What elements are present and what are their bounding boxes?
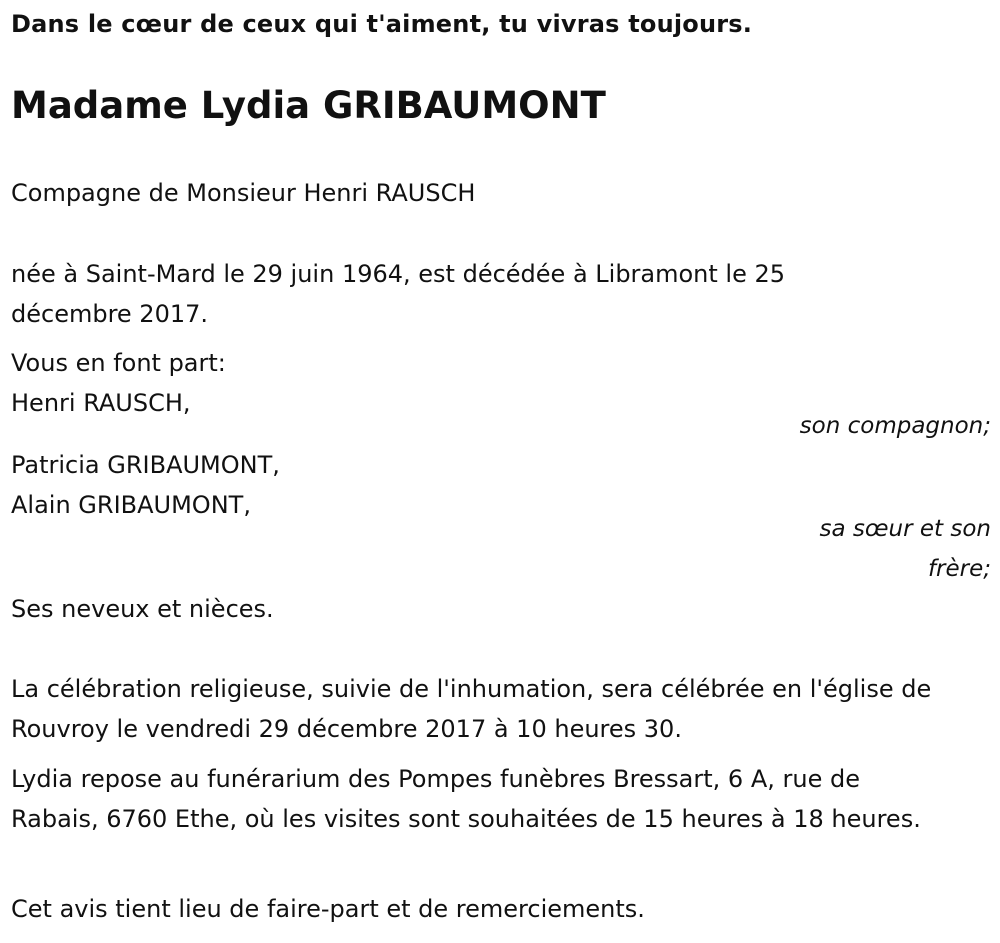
relation-label: sa sœur et son frère;: [819, 516, 991, 582]
epigraph: Dans le cœur de ceux qui t'aiment, tu vivras toujours.: [11, 10, 753, 38]
birth-death-text: née à Saint-Mard le 29 juin 1964, est décédée à Libramont le 25 décembre 2017.: [11, 260, 786, 328]
closing-text: Cet avis tient lieu de faire-part et de remerciements.: [11, 895, 645, 923]
ceremony-text: La célébration religieuse, suivie de l'inhumation, sera célébrée en l'église de Rouvroy le vendredi 29 décembre 2017 à 10 heures 30.: [11, 675, 932, 743]
deceased-name: Madame Lydia GRIBAUMONT: [11, 84, 606, 127]
announcer-name: Henri RAUSCH,: [11, 389, 191, 417]
announcer-name: Alain GRIBAUMONT,: [11, 491, 251, 519]
announcer-name: Patricia GRIBAUMONT,: [11, 451, 280, 479]
visitation-text: Lydia repose au funérarium des Pompes funèbres Bressart, 6 A, rue de Rabais, 6760 Ethe, où les visites sont souhaitées de 15 heures à 18 heures.: [11, 765, 921, 833]
other-relatives: Ses neveux et nièces.: [11, 595, 274, 623]
relation-label: son compagnon;: [799, 413, 991, 439]
partner-line: Compagne de Monsieur Henri RAUSCH: [11, 179, 476, 207]
announcers-intro: Vous en font part:: [11, 349, 226, 377]
